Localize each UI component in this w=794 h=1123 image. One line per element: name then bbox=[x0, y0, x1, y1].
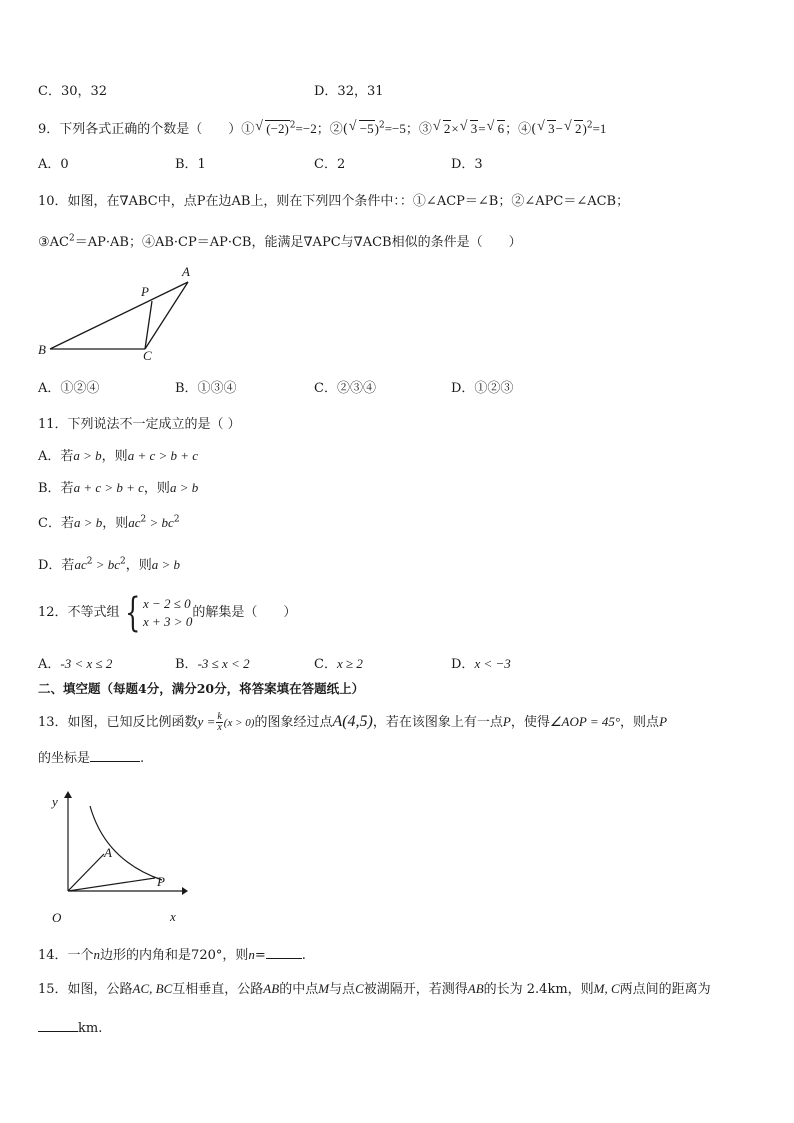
q10-option-a: A．①②④ bbox=[38, 381, 100, 396]
q12-stem-pre: 12．不等式组 bbox=[38, 605, 120, 620]
q9-stem: 9．下列各式正确的个数是（ ） bbox=[38, 122, 242, 137]
q13-answer-blank bbox=[90, 761, 140, 762]
q9-option-d: D．3 bbox=[451, 157, 483, 172]
q13-label-x: x bbox=[170, 909, 176, 924]
q9-item3-sqrt-a: √ 2 bbox=[433, 120, 452, 138]
q10-label-b: B bbox=[38, 342, 46, 357]
q11-option-c: C．若a > b，则$ac^2 > bc^2$ bbox=[38, 514, 180, 531]
q12-option-c: C．x ≥ 2 bbox=[314, 656, 363, 672]
q12-inequality-system: { x − 2 ≤ 0 x + 3 > 0 bbox=[124, 589, 193, 636]
q9-item1-sqrt: √ (−2) bbox=[255, 120, 290, 138]
q15-stem-line2: km. bbox=[38, 1020, 102, 1038]
q9-item3-sqrt-c: √ 6 bbox=[487, 120, 506, 138]
q8-option-d: D．32，31 bbox=[314, 84, 384, 99]
q8-option-c: C．30，32 bbox=[38, 84, 108, 99]
section-2-heading: 二、填空题（每题4分，满分20分，将答案填在答题纸上） bbox=[38, 681, 365, 696]
q12-option-d: D．x < −3 bbox=[451, 656, 511, 672]
q13-hyperbola-curve bbox=[90, 806, 162, 880]
q13-label-o: O bbox=[52, 910, 62, 925]
q10-side-ba bbox=[50, 282, 188, 349]
q10-label-p: P bbox=[141, 284, 149, 299]
q9-item4-sqrt-b: √ 2 bbox=[564, 120, 583, 138]
q9-item4-sqrt-a: √ 3 bbox=[537, 120, 556, 138]
q10-segment-cp bbox=[145, 301, 152, 349]
q12-option-b: B．-3 ≤ x < 2 bbox=[175, 656, 250, 672]
q11-option-d: D．若$ac^2 > bc^2$，则a > b bbox=[38, 556, 181, 573]
q9-option-b: B．1 bbox=[175, 157, 206, 172]
q10-triangle-figure bbox=[30, 262, 210, 362]
q10-stem-line1: 10．如图，在∇ABC中，点P在边AB上，则在下列四个条件中：：①∠ACP＝∠B；②∠APC＝∠ACB； bbox=[38, 194, 630, 209]
q13-stem-line1: 13．如图，已知反比例函数y = $\frac{k}{x}$ (x > 0)的图象经过点A(4,5)，若在该图象上有一点P，使得∠AOP = 45°，则点P bbox=[38, 711, 668, 733]
q9-option-c: C．2 bbox=[314, 157, 346, 172]
q13-label-p: P bbox=[157, 874, 165, 889]
q13-segment-op bbox=[68, 878, 155, 891]
q10-label-c: C bbox=[143, 348, 152, 362]
q12-option-a: A．-3 < x ≤ 2 bbox=[38, 656, 113, 672]
q13-segment-oa bbox=[68, 854, 104, 891]
q15-stem-line1: 15．如图，公路AC, BC互相垂直，公路AB的中点M与点C被湖隔开，若测得AB的长为 2.4km，则M, C两点间的距离为 bbox=[38, 981, 711, 997]
question-9: 9．下列各式正确的个数是（ ）①√ $(-2)^2=-2$；②(√ −5)$^2$=−5；③√ 2×√ 3=√ 6；④(√ 3−√ 2)$^2$=1 bbox=[38, 120, 606, 139]
q13-label-a: A bbox=[104, 845, 112, 860]
question-14: 14．一个n边形的内角和是720°，则n= . bbox=[38, 947, 306, 963]
q10-option-d: D．①②③ bbox=[451, 381, 514, 396]
q10-option-b: B．①③④ bbox=[175, 381, 237, 396]
q10-option-c: C．②③④ bbox=[314, 381, 376, 396]
q13-stem-line2: 的坐标是 . bbox=[38, 751, 145, 766]
q13-label-y: y bbox=[52, 794, 58, 809]
q13-y-axis-arrow bbox=[64, 791, 72, 798]
q10-label-a: A bbox=[182, 264, 190, 279]
q13-x-axis-arrow bbox=[182, 887, 188, 895]
question-12: 12．不等式组 { x − 2 ≤ 0 x + 3 > 0 的解集是（ ） bbox=[38, 589, 297, 636]
q11-stem: 11．下列说法不一定成立的是（ ） bbox=[38, 417, 241, 432]
q9-item3-sqrt-b: √ 3 bbox=[460, 120, 479, 138]
q13-hyperbola-figure bbox=[30, 786, 195, 926]
q10-stem-line2: $③AC^2=AP\cdot AB$；④AB·CP＝AP·CB，能满足∇APC与∇ACB相似的条件是（ ） bbox=[38, 233, 522, 250]
q11-option-a: A．若a > b，则a + c > b + c bbox=[38, 448, 199, 464]
q14-answer-blank bbox=[266, 958, 302, 959]
q9-option-a: A．0 bbox=[38, 157, 69, 172]
q9-item2-sqrt: √ −5 bbox=[349, 120, 375, 138]
q11-option-b: B．若a + c > b + c，则a > b bbox=[38, 480, 199, 496]
q15-answer-blank bbox=[38, 1031, 78, 1032]
